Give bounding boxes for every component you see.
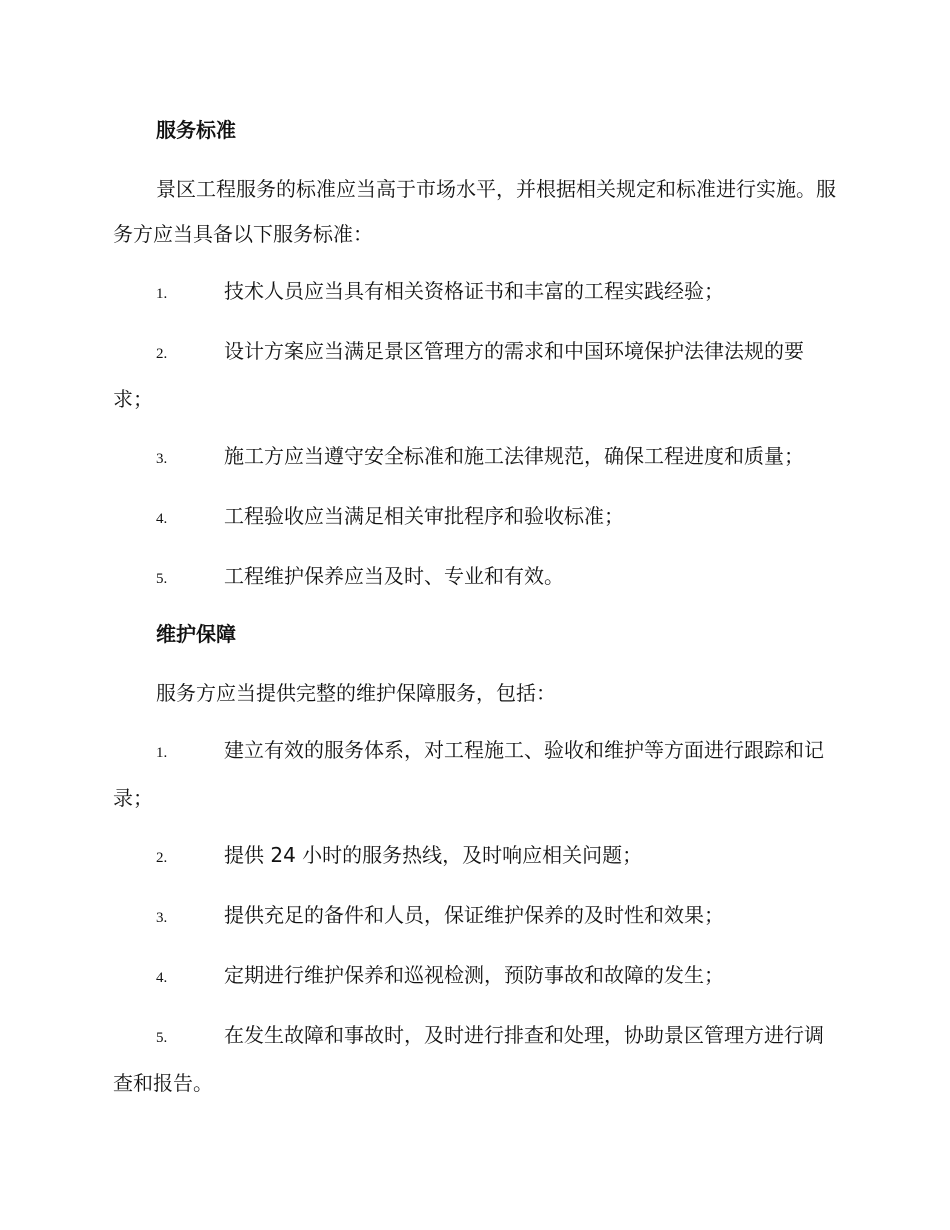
list-item-number: 4.: [156, 511, 168, 527]
list-item: [113, 329, 837, 422]
list-item-text: 施工方应当遵守安全标准和施工法律规范，确保工程进度和质量；: [224, 444, 804, 468]
section-intro-maintenance: 服务方应当提供完整的维护保障服务，包括：: [156, 681, 556, 705]
list-item-number: 2.: [156, 346, 168, 362]
list-item: [113, 1013, 837, 1106]
document-body: [113, 110, 837, 1118]
list-item: [113, 554, 837, 602]
list-item: [113, 833, 837, 881]
list-item-text: 设计方案应当满足景区管理方的需求和中国环境保护法律法规的要求；: [113, 339, 804, 411]
list-item-number: 4.: [156, 970, 168, 986]
list-item-number: 5.: [156, 571, 168, 587]
list-item-text: 提供 24 小时的服务热线，及时响应相关问题；: [224, 843, 643, 867]
list-item: [113, 728, 837, 821]
list-item-number: 5.: [156, 1030, 168, 1046]
section-heading-maintenance: 维护保障: [156, 622, 236, 646]
list-item: [113, 434, 837, 482]
list-item-text: 提供充足的备件和人员，保证维护保养的及时性和效果；: [224, 903, 724, 927]
list-item-text: 定期进行维护保养和巡视检测，预防事故和故障的发生；: [224, 963, 724, 987]
list-item-number: 1.: [156, 745, 168, 761]
list-item-text: 工程验收应当满足相关审批程序和验收标准；: [224, 504, 624, 528]
list-item-number: 1.: [156, 286, 168, 302]
list-item-text: 技术人员应当具有相关资格证书和丰富的工程实践经验；: [224, 279, 724, 303]
list-item-number: 3.: [156, 910, 168, 926]
list-item: [113, 953, 837, 1001]
section-intro-service-standard: 景区工程服务的标准应当高于市场水平，并根据相关规定和标准进行实施。服务方应当具备以下服务标准：: [113, 177, 836, 246]
list-item-number: 3.: [156, 451, 168, 467]
list-item-text: 建立有效的服务体系，对工程施工、验收和维护等方面进行跟踪和记录；: [113, 738, 824, 810]
list-item: [113, 494, 837, 542]
list-item-text: 工程维护保养应当及时、专业和有效。: [224, 564, 564, 588]
list-item-text: 在发生故障和事故时，及时进行排查和处理，协助景区管理方进行调查和报告。: [113, 1023, 824, 1095]
list-item: [113, 893, 837, 941]
list-item-number: 2.: [156, 850, 168, 866]
list-item: [113, 269, 837, 317]
section-heading-service-standard: 服务标准: [156, 118, 236, 142]
